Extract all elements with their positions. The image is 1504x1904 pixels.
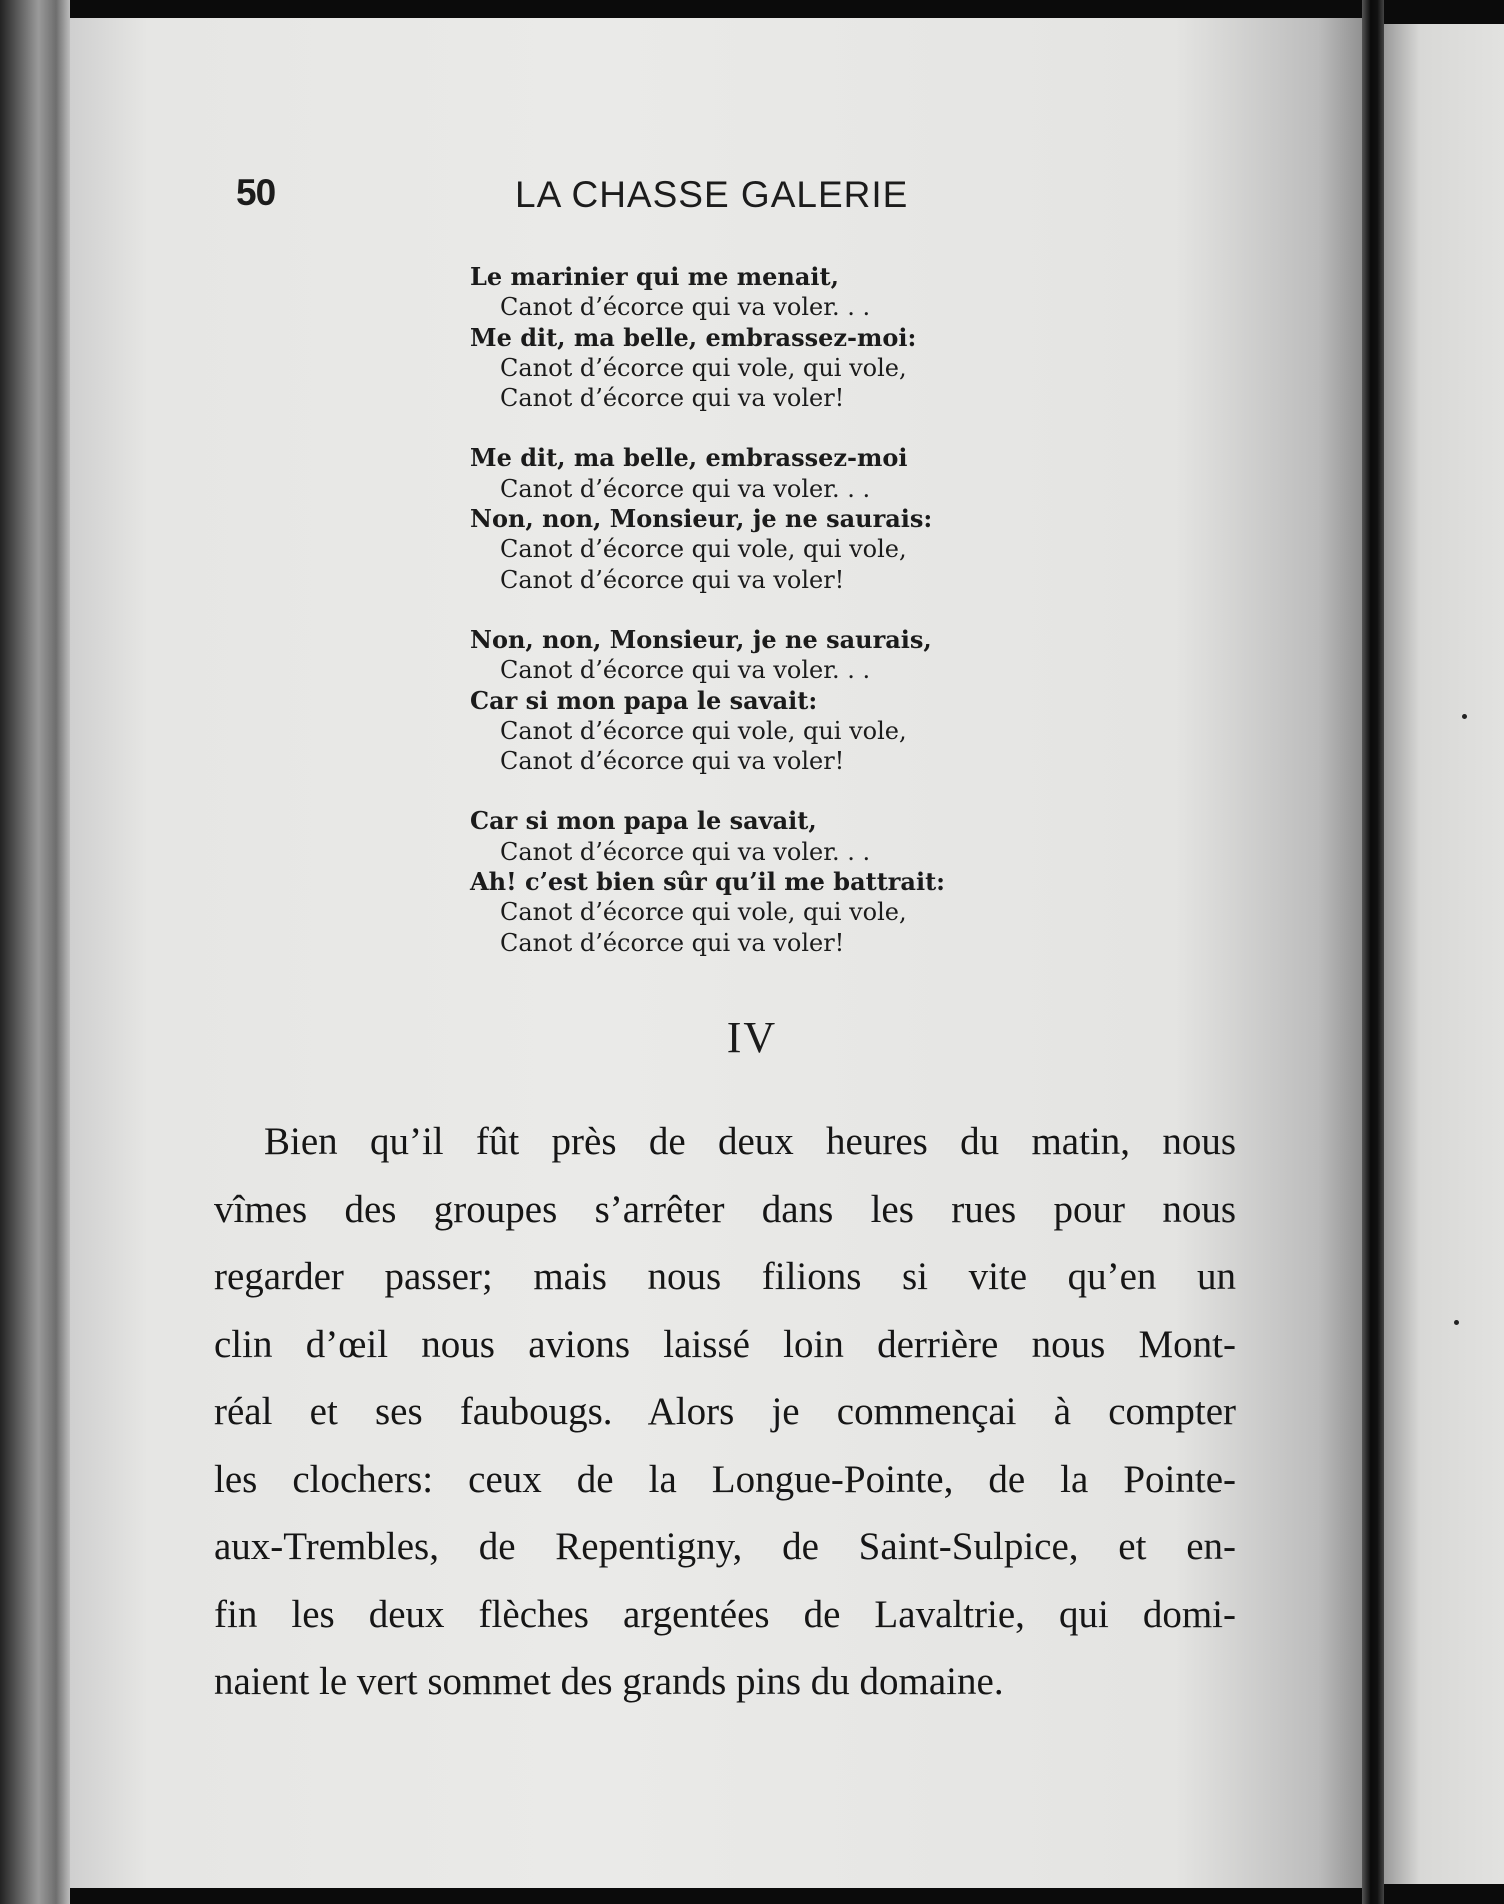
refrain-line: Canot d’écorce qui va voler! xyxy=(500,384,845,413)
paragraph-line: les clochers: ceux de la Longue-Pointe, de la Pointe- xyxy=(214,1457,1236,1501)
book-gutter xyxy=(1362,0,1384,1904)
refrain-line: Canot d’écorce qui vole, qui vole, xyxy=(500,898,907,927)
verse-line: Car si mon papa le savait, xyxy=(470,806,817,836)
verse-line: Le marinier qui me menait, xyxy=(470,262,839,291)
paragraph-line: regarder passer; mais nous filions si vite qu’en un xyxy=(214,1255,1236,1298)
verse-line: Me dit, ma belle, embrassez-moi: xyxy=(470,322,917,352)
facing-page-edge xyxy=(1384,24,1504,1884)
page-number: 50 xyxy=(236,172,276,213)
paragraph-line: vîmes des groupes s’arrêter dans les rues pour nous xyxy=(214,1187,1236,1231)
paragraph-line: fin les deux flèches argentées de Lavaltrie, qui domi- xyxy=(214,1592,1236,1636)
refrain-line: Canot d’écorce qui vole, qui vole, xyxy=(500,716,907,745)
refrain-line: Canot d’écorce qui vole, qui vole, xyxy=(500,353,907,382)
stanza xyxy=(470,262,1030,413)
verse-line: Ah! c’est bien sûr qu’il me battrait: xyxy=(470,867,946,897)
book-page-edge xyxy=(0,0,70,1904)
refrain-line: Canot d’écorce qui va voler! xyxy=(500,928,845,957)
paragraph-line: aux-Trembles, de Repentigny, de Saint-Sulpice, et en- xyxy=(214,1525,1236,1568)
refrain-line: Canot d’écorce qui va voler! xyxy=(500,565,845,594)
paragraph-line: naient le vert sommet des grands pins du domaine. xyxy=(214,1660,1004,1703)
paragraph-line: réal et ses faubougs. Alors je commençai à compter xyxy=(214,1390,1236,1433)
speck xyxy=(1462,714,1467,719)
speck xyxy=(1454,1320,1459,1325)
verse-line: Me dit, ma belle, embrassez-moi xyxy=(470,443,908,473)
refrain-line: Canot d’écorce qui vole, qui vole, xyxy=(500,535,907,564)
paragraph-line: Bien qu’il fût près de deux heures du matin, nous xyxy=(264,1120,1236,1163)
section-heading: IV xyxy=(726,1013,778,1062)
running-title: LA CHASSE GALERIE xyxy=(515,174,909,215)
page-header xyxy=(0,172,1504,222)
verse-line: Car si mon papa le savait: xyxy=(470,685,818,715)
verse-line: Non, non, Monsieur, je ne saurais, xyxy=(470,624,932,654)
stanza xyxy=(470,443,1030,594)
refrain-line: Canot d’écorce qui va voler. . . xyxy=(500,293,871,322)
refrain-line: Canot d’écorce qui va voler! xyxy=(500,747,845,776)
refrain-line: Canot d’écorce qui va voler. . . xyxy=(500,656,871,685)
stanza xyxy=(470,806,1030,957)
refrain-line: Canot d’écorce qui va voler. . . xyxy=(500,474,871,503)
paragraph-line: clin d’œil nous avions laissé loin derrière nous Mont- xyxy=(214,1322,1236,1366)
body-paragraph xyxy=(214,1108,1236,1716)
stanza xyxy=(470,625,1030,776)
verse-line: Non, non, Monsieur, je ne saurais: xyxy=(470,504,933,534)
refrain-line: Canot d’écorce qui va voler. . . xyxy=(500,837,871,866)
song-verses xyxy=(470,262,1030,988)
